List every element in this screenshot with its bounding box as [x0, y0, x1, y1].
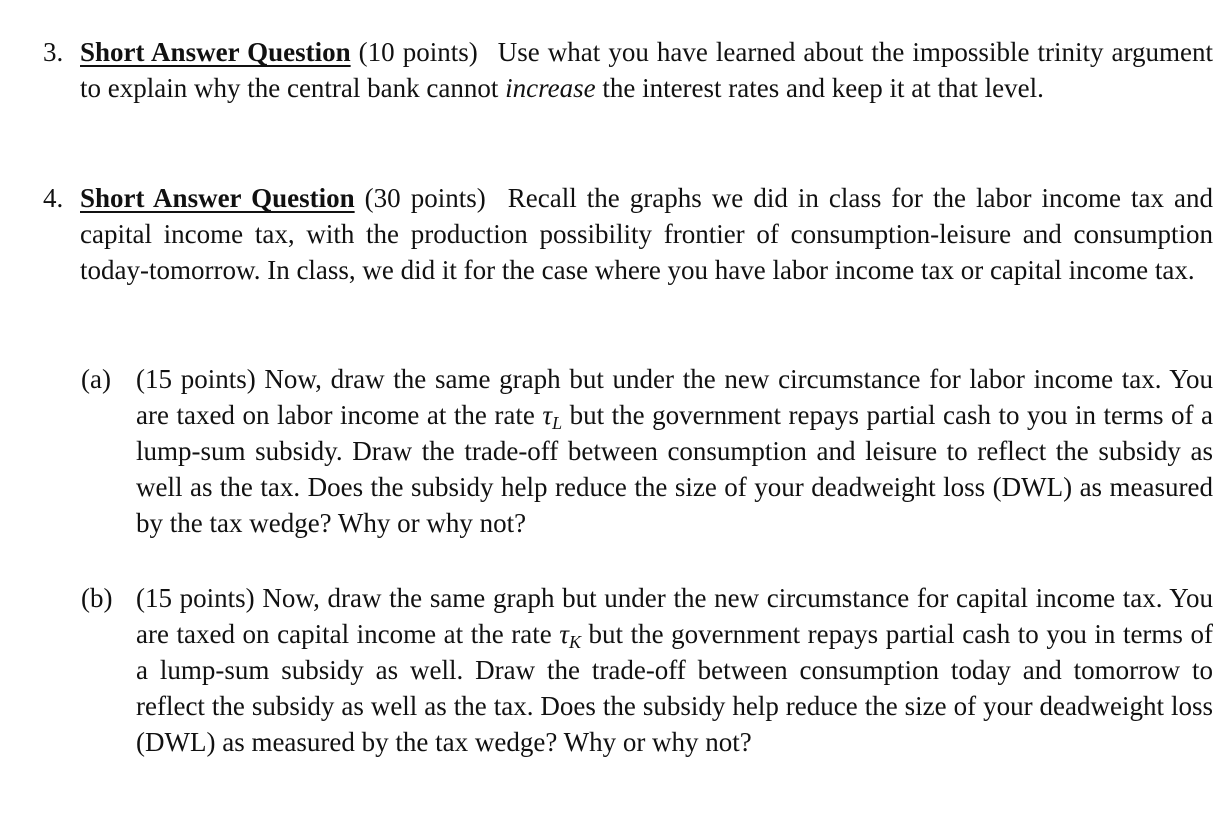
tau-l-symbol: $\tau_L$ — [542, 400, 563, 433]
question-4-body — [80, 180, 1213, 288]
part-b-body — [136, 580, 1213, 760]
question-3-text-before: Use what you have learned about the impossible trinity argument to explain why the central bank cannot — [80, 37, 1213, 103]
question-4-part-a — [81, 361, 1213, 541]
question-4-number: 4. — [43, 183, 64, 213]
question-4 — [43, 180, 1213, 288]
tau-k-symbol: $\tau_K$ — [559, 619, 581, 652]
question-3-text-after: the interest rates and keep it at that level. — [595, 73, 1044, 103]
part-b-label: (b) — [81, 583, 113, 613]
part-a-label: (a) — [81, 364, 111, 394]
part-a-body — [136, 361, 1213, 541]
question-3-points: (10 points) — [358, 37, 478, 67]
part-b-text-before: (15 points) Now, draw the same graph but under the new circumstance for capital income tax. You are taxed on capital income at the rate — [136, 583, 1213, 649]
question-3-emphasis: increase — [505, 73, 596, 103]
question-4-points: (30 points) — [364, 183, 486, 213]
part-a-text-before: (15 points) Now, draw the same graph but under the new circumstance for labor income tax. You are taxed on labor income at the rate — [136, 364, 1213, 430]
question-3 — [43, 34, 1213, 106]
question-3-body — [80, 34, 1213, 106]
part-a-text-after: but the government repays partial cash to you in terms of a lump-sum subsidy. Draw the trade-off between consumption and leisure to reflect the subsidy as well as the tax. Does the subsidy help reduce the size of your deadweight loss (DWL) as measured by the tax wedge? Why or why not? — [136, 400, 1213, 538]
question-3-title: Short Answer Question — [80, 37, 351, 67]
part-b-text-after: but the government repays partial cash to you in terms of a lump-sum subsidy as well. Draw the trade-off between consumption today and tomorrow to reflect the subsidy as well as the tax. Does the subsidy help reduce the size of your deadweight loss (DWL) as measured by the tax wedge? Why or why not? — [136, 619, 1213, 757]
question-4-title: Short Answer Question — [80, 183, 355, 213]
question-3-number: 3. — [43, 37, 64, 67]
question-4-part-b — [81, 580, 1213, 760]
question-4-text: Recall the graphs we did in class for the labor income tax and capital income tax, with the production possibility frontier of consumption-leisure and consumption today-tomorrow. In class, we did it for the case where you have labor income tax or capital income tax. — [80, 183, 1214, 285]
